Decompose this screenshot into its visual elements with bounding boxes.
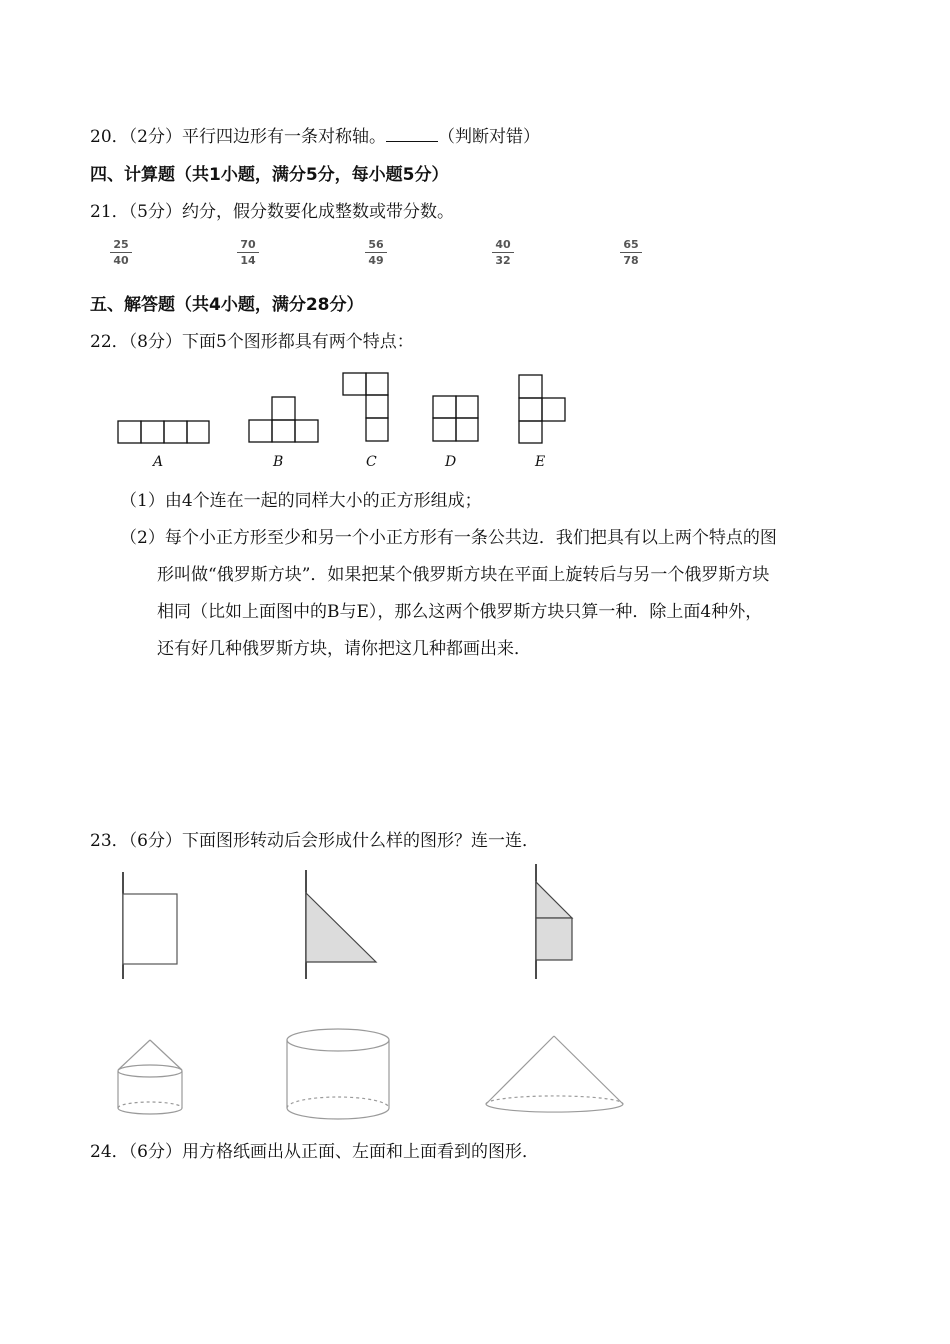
- rotating-composite: [536, 864, 572, 979]
- tetromino-label-c: C: [366, 454, 377, 470]
- tetromino-a: [118, 421, 209, 443]
- fraction-4-denominator: 32: [495, 254, 511, 267]
- fraction-3-numerator: 56: [368, 238, 384, 251]
- tetromino-label-b: B: [273, 454, 284, 470]
- question-20-hint: （判断对错）: [437, 127, 540, 147]
- rotating-triangle: [306, 870, 376, 979]
- section-5-heading: 五、解答题（共4小题，满分28分）: [90, 295, 364, 315]
- tetromino-label-a: A: [153, 454, 164, 470]
- question-22-text: 22．（8分）下面5个图形都具有两个特点：: [90, 332, 414, 352]
- section-4-heading: 四、计算题（共1小题，满分5分，每小题5分）: [90, 165, 449, 185]
- question-23-text: 23．（6分）下面图形转动后会形成什么样的图形？连一连．: [90, 831, 539, 851]
- q22-point-2-line-3: 相同（比如上面图中的B与E），那么这两个俄罗斯方块只算一种．除上面4种外，: [157, 602, 763, 622]
- fraction-4-numerator: 40: [495, 238, 511, 251]
- q22-point-2-line-4: 还有好几种俄罗斯方块，请你把这几种都画出来．: [157, 639, 531, 659]
- rotating-rectangle: [123, 872, 177, 979]
- question-21-text: 21．（5分）约分，假分数要化成整数或带分数。: [90, 202, 454, 222]
- question-24-text: 24．（6分）用方格纸画出从正面、左面和上面看到的图形．: [90, 1142, 539, 1162]
- cylinder-solid: [287, 1029, 389, 1119]
- tetromino-label-d: D: [445, 454, 457, 470]
- q22-point-2-line-2: 形叫做“俄罗斯方块”．如果把某个俄罗斯方块在平面上旋转后与另一个俄罗斯方块: [157, 565, 770, 585]
- cone-solid: [486, 1036, 623, 1112]
- fraction-1-denominator: 40: [113, 254, 129, 267]
- question-20-text: 20．（2分）平行四边形有一条对称轴。: [90, 127, 386, 147]
- fraction-1-numerator: 25: [113, 238, 129, 251]
- fraction-3-denominator: 49: [368, 254, 384, 267]
- tetromino-label-e: E: [535, 454, 546, 470]
- tetromino-d: [433, 396, 478, 441]
- cone-on-cylinder-solid: [118, 1040, 182, 1114]
- fraction-2-numerator: 70: [240, 238, 256, 251]
- tetromino-b: [249, 397, 318, 442]
- fraction-5-denominator: 78: [623, 254, 639, 267]
- q22-point-1: （1）由4个连在一起的同样大小的正方形组成；: [120, 491, 482, 511]
- fraction-5-numerator: 65: [623, 238, 639, 251]
- q22-point-2-line-1: （2）每个小正方形至少和另一个小正方形有一条公共边．我们把具有以上两个特点的图: [120, 528, 777, 548]
- fraction-2-denominator: 14: [240, 254, 256, 267]
- tetromino-c: [343, 373, 388, 441]
- tetromino-e: [519, 375, 565, 443]
